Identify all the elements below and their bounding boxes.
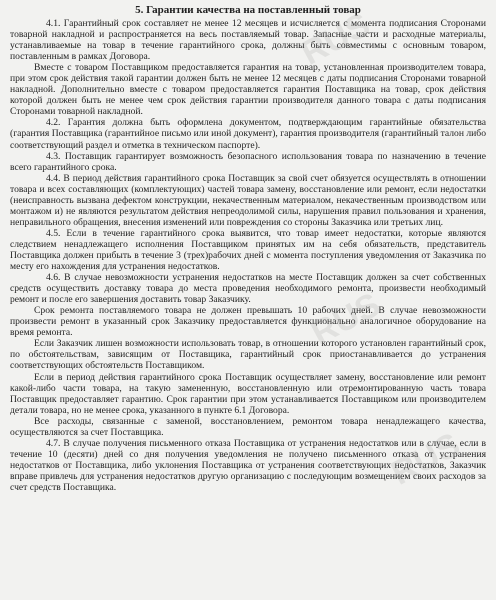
paragraph-4-1: 4.1. Гарантийный срок составляет не менее 12 месяцев и исчисляется с момента подписания Сторонами товарной накладной и распространяется на весь поставляемый товар. Запасные части и расходные материалы, устанавливаемые на товар в течение гарантийного срока, должны быть совместимы с основным товаром, поставленным в рамках Договора. [10,18,486,63]
paragraph-4-4: 4.4. В период действия гарантийного срока Поставщик за свой счет обязуется осуществлять в отношении товара и всех составляющих (комплектующих) частей товара замену, восстановление или ремонт, если недостатки (неисправность вызвана дефектом конструкции, некачественным материалом, некачественным производством или монтажом и) не являются результатом действия непреодолимой силы, нарушения правил пользования и хранения, неправильного обращения, внесения изменений или повреждения со стороны Заказчика или третьих лиц. [10,172,486,228]
watermark: RUS [385,425,467,493]
paragraph-expenses: Все расходы, связанные с заменой, восстановлением, ремонтом товара ненадлежащего качества, осуществляются за счет Поставщика. [10,415,486,438]
paragraph-4-6: 4.6. В случае невозможности устранения недостатков на месте Поставщик должен за счет собственных средств осуществить доставку товара до места проведения необходимого ремонта, произвести необходимый ремонт и после его завершения доставить товар Заказчику. [10,272,486,306]
paragraph-4-2: 4.2. Гарантия должна быть оформлена документом, подтверждающим гарантийные обязательства (гарантия Поставщика (гарантийное письмо или иной документ), гарантия производителя (гарантийный талон либо соответствующий раздел и отметка в техническом паспорте). [10,117,486,151]
paragraph-4-7: 4.7. В случае получения письменного отказа Поставщика от устранения недостатков или в случае, если в течение 10 (десяти) дней со дня получения уведомления не получено письменного отказа от устранения недостатков от Поставщика, либо уклонения Поставщика от устранения соответствующих недостатков, Заказчик вправе привлечь для устранения недостатков другую организацию с последующим возмещением своих расходов за счет средств Поставщика. [10,437,486,493]
section-title: 5. Гарантии качества на поставленный товар [135,4,361,16]
watermark: RUS [295,5,377,73]
paragraph-4-5: 4.5. Если в течение гарантийного срока выявится, что товар имеет недостатки, которые являются следствием ненадлежащего исполнения Поставщиком принятых им на себя обязательств, представитель Поставщика должен прибыть в течение 3 (трех)рабочих дней с момента поступления уведомления от Заказчика по месту его нахождения для устранения недостатков. [10,227,486,273]
watermark: RUS [305,285,387,353]
paragraph-replacement-warranty: Если в период действия гарантийного срока Поставщик осуществляет замену, восстановление или ремонт какой-либо части товара, на такую замененную, восстановленную или отремонтированную часть товара Поставщик предоставляет гарантию. Срок гарантии при этом устанавливается Поставщиком или производителем детали товара, но не менее срока, указанного в пункте 6.1 Договора. [10,371,486,416]
paragraph-repair-term: Срок ремонта поставляемого товара не должен превышать 10 рабочих дней. В случае невозможности произвести ремонт в указанный срок Заказчику предоставляется функционально аналогичное оборудование на время ремонта. [10,305,486,339]
paragraph-4-3: 4.3. Поставщик гарантирует возможность безопасного использования товара по назначению в течение всего гарантийного срока. [10,150,486,173]
paragraph-suspension: Если Заказчик лишен возможности использовать товар, в отношении которого установлен гарантийный срок, по обстоятельствам, зависящим от Поставщика, гарантийный срок приостанавливается до устранения соответствующих обстоятельств Поставщиком. [10,338,486,372]
paragraph-4-1-warranty: Вместе с товаром Поставщиком предоставляется гарантия на товар, установленная производителем товара, при этом срок действия такой гарантии должен быть не менее 12 месяцев с даты подписания Сторонами товарной накладной. Дополнительно вместе с товаром предоставляется гарантия Поставщика на товар, срок действия которой должен быть не менее чем срок действия гарантии производителя данного товара с даты подписания Сторонами товарной накладной. [10,62,486,118]
